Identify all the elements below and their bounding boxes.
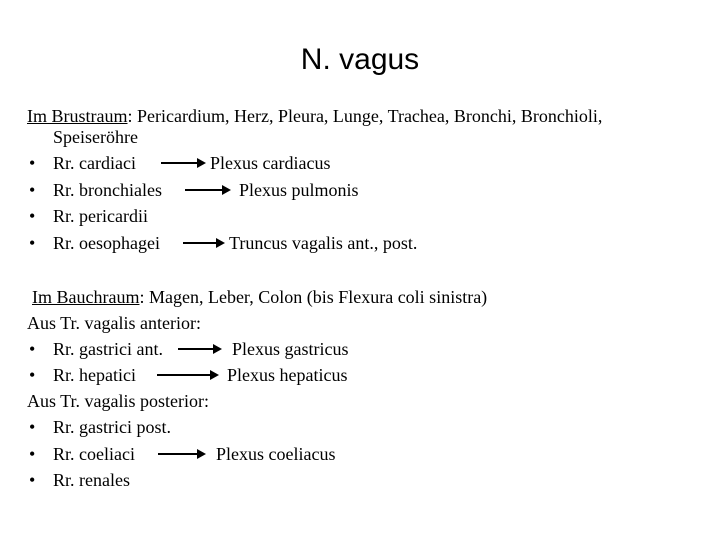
brustraum-heading: Im Brustraum <box>27 106 128 126</box>
branch-rr-gastrici-ant: Rr. gastrici ant. <box>53 339 163 359</box>
list-bullet: • <box>29 180 36 200</box>
arrow-icon <box>157 374 217 376</box>
list-bullet: • <box>29 233 36 253</box>
arrow-icon <box>158 453 204 455</box>
list-bullet: • <box>29 444 36 464</box>
anterior-label: Aus Tr. vagalis anterior: <box>27 313 201 333</box>
target-plexus-hepaticus: Plexus hepaticus <box>227 365 348 385</box>
list-bullet: • <box>29 365 36 385</box>
branch-rr-cardiaci: Rr. cardiaci <box>53 153 136 173</box>
list-bullet: • <box>29 206 36 226</box>
bauchraum-heading-line <box>32 286 487 308</box>
target-plexus-gastricus: Plexus gastricus <box>232 339 349 359</box>
arrow-icon <box>178 348 220 350</box>
arrow-icon <box>183 242 223 244</box>
brustraum-organs: : Pericardium, Herz, Pleura, Lunge, Trachea, Bronchi, Bronchioli, <box>127 106 603 126</box>
branch-rr-gastrici-post: Rr. gastrici post. <box>53 417 171 437</box>
branch-rr-renales: Rr. renales <box>53 470 130 490</box>
bauchraum-heading: Im Bauchraum <box>32 287 140 307</box>
arrow-icon <box>161 162 204 164</box>
posterior-label: Aus Tr. vagalis posterior: <box>27 391 210 411</box>
bauchraum-organs: : Magen, Leber, Colon (bis Flexura coli sinistra) <box>139 287 488 307</box>
list-bullet: • <box>29 470 36 490</box>
branch-rr-oesophagei: Rr. oesophagei <box>53 233 160 253</box>
page-title: N. vagus <box>300 43 420 76</box>
list-bullet: • <box>29 153 36 173</box>
branch-rr-bronchiales: Rr. bronchiales <box>53 180 162 200</box>
list-bullet: • <box>29 339 36 359</box>
branch-rr-coeliaci: Rr. coeliaci <box>53 444 135 464</box>
target-truncus-vagalis: Truncus vagalis ant., post. <box>229 233 418 253</box>
target-plexus-cardiacus: Plexus cardiacus <box>210 153 331 173</box>
brustraum-organs-continued: Speiseröhre <box>53 127 138 147</box>
brustraum-heading-line <box>27 105 602 127</box>
target-plexus-pulmonis: Plexus pulmonis <box>239 180 359 200</box>
branch-rr-hepatici: Rr. hepatici <box>53 365 136 385</box>
target-plexus-coeliacus: Plexus coeliacus <box>216 444 336 464</box>
arrow-icon <box>185 189 229 191</box>
list-bullet: • <box>29 417 36 437</box>
branch-rr-pericardii: Rr. pericardii <box>53 206 148 226</box>
